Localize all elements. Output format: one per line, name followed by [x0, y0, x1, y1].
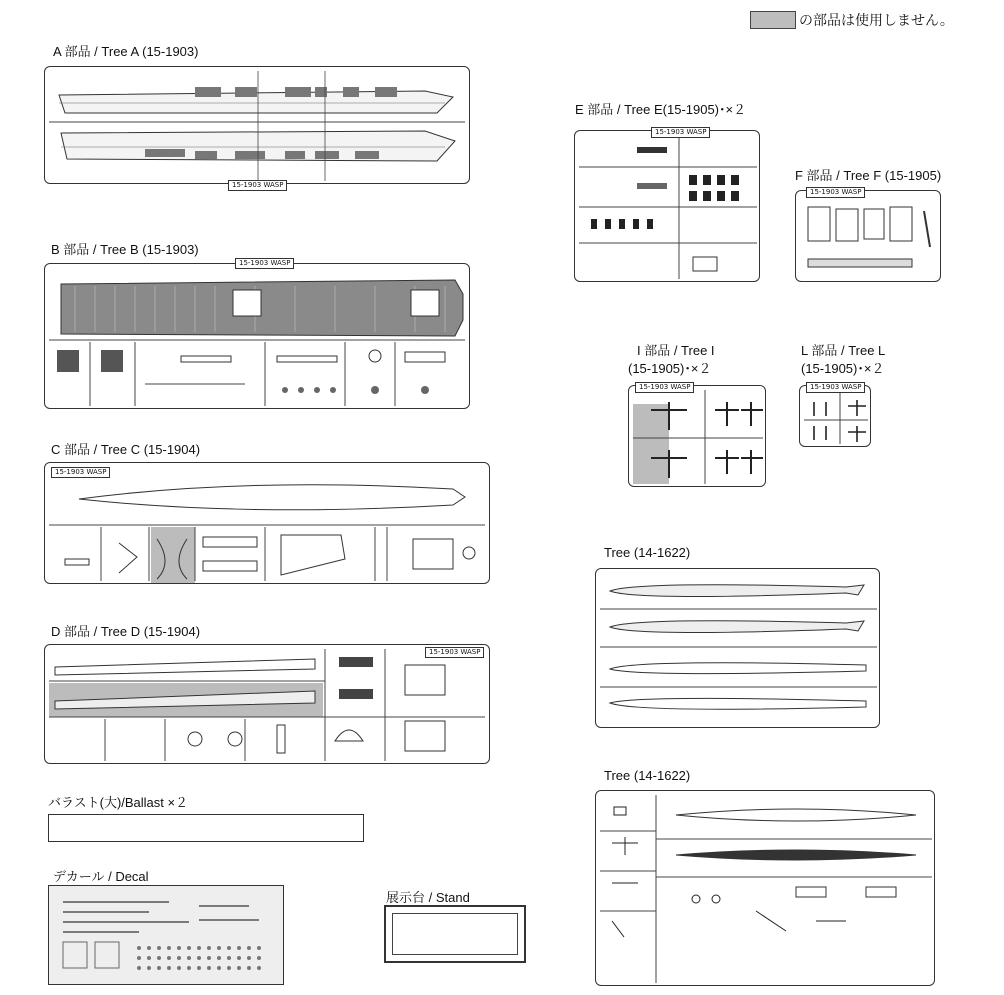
- ballast-part: [48, 814, 364, 842]
- decal-markings-icon: [49, 886, 285, 986]
- tree-a-tag: 15-1903 WASP: [228, 180, 287, 191]
- tree-c-tag: 15-1903 WASP: [51, 467, 110, 478]
- submarine-part-icon: [596, 569, 881, 729]
- tree-f-tag: 15-1903 WASP: [806, 187, 865, 198]
- aircraft-parts-icon: [629, 386, 767, 488]
- tree-d-tag: 15-1903 WASP: [425, 647, 484, 658]
- tree-a-label: A 部品 / Tree A (15-1903): [53, 44, 199, 59]
- tree-l-tag: 15-1903 WASP: [806, 382, 865, 393]
- tree-e-label: E 部品 / Tree E(15-1905)･×２: [575, 102, 747, 117]
- decal-label: デカール / Decal: [53, 869, 149, 884]
- tree-e-tag: 15-1903 WASP: [651, 127, 710, 138]
- tree-i-tag: 15-1903 WASP: [635, 382, 694, 393]
- submarine-deck-part-icon: [596, 791, 936, 987]
- tree-i-label-sub: (15-1905)･×２: [628, 361, 712, 376]
- stand-label: 展示台 / Stand: [386, 890, 470, 905]
- tree-c-label: C 部品 / Tree C (15-1904): [51, 442, 201, 457]
- tree-a-sprue: [44, 66, 470, 189]
- sub-tree-2-sprue: [595, 790, 935, 986]
- ballast-label: バラスト(大)/Ballast ×２: [48, 795, 189, 810]
- sub-tree-1-sprue: [595, 568, 880, 728]
- tree-l-label-sub: (15-1905)･×２: [801, 361, 885, 376]
- stand-part: [384, 905, 526, 963]
- tree-b-parts-icon: [45, 264, 471, 410]
- tree-l-sprue: [799, 385, 871, 447]
- tree-i-label: I 部品 / Tree I: [637, 343, 715, 358]
- unused-parts-note-text: の部品は使用しません。: [799, 12, 954, 28]
- tree-d-sprue: [44, 644, 490, 764]
- tree-d-label: D 部品 / Tree D (15-1904): [51, 624, 201, 639]
- sub-tree-1-label: Tree (14-1622): [604, 545, 691, 560]
- tree-f-parts-icon: [796, 191, 942, 283]
- tree-d-parts-icon: [45, 645, 491, 765]
- tree-c-parts-icon: [45, 463, 491, 585]
- unused-parts-note: [750, 10, 954, 30]
- decal-sheet: [48, 885, 284, 985]
- tree-f-label: F 部品 / Tree F (15-1905): [795, 168, 942, 183]
- sub-tree-2-label: Tree (14-1622): [604, 768, 691, 783]
- tree-e-sprue: [574, 130, 760, 282]
- tree-b-sprue: [44, 259, 470, 409]
- tree-a-parts-icon: [45, 67, 471, 185]
- tree-b-label: B 部品 / Tree B (15-1903): [51, 242, 199, 257]
- tree-e-parts-icon: [575, 131, 761, 283]
- tree-b-tag: 15-1903 WASP: [235, 258, 294, 269]
- tree-i-sprue: [628, 385, 766, 487]
- tree-l-parts-icon: [800, 386, 872, 448]
- grey-swatch-icon: [750, 11, 796, 29]
- tree-f-sprue: [795, 190, 941, 282]
- tree-l-label: L 部品 / Tree L: [801, 343, 886, 358]
- tree-c-sprue: [44, 462, 490, 584]
